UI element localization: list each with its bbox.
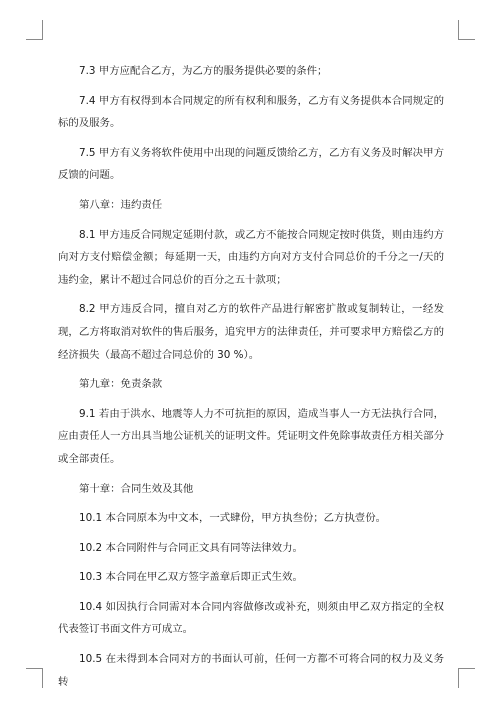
clause-7-3: 7.3 甲方应配合乙方，为乙方的服务提供必要的条件； (79, 65, 328, 77)
clause-10-4: 10.4 如因执行合同需对本合同内容做修改或补充，则须由甲乙双方指定的全权代表签订书面文件方可成立。 (58, 600, 444, 636)
chapter-8-heading: 第八章：违约责任 (79, 198, 163, 211)
crop-mark-top-left (26, 20, 44, 40)
clause-8-1: 8.1 甲方违反合同规定延期付款，或乙方不能按合同规定按时供货，则由违约方向对方支付赔偿金额；每延期一天，由违约方向对方支付合同总价的千分之一/天的违约金，累计不超过合同总价的百分之五十款项； (58, 228, 444, 286)
clause-10-3: 10.3 本合同在甲乙双方签字盖章后即正式生效。 (79, 571, 303, 584)
clause-10-2: 10.2 本合同附件与合同正文具有同等法律效力。 (79, 541, 303, 554)
clause-9-1: 9.1 若由于洪水、地震等人力不可抗拒的原因，造成当事人一方无法执行合同，应由责任人一方出具当地公证机关的证明文件。凭证明文件免除事故责任方相关部分或全部责任。 (58, 407, 444, 465)
clause-8-2: 8.2 甲方违反合同，擅自对乙方的软件产品进行解密扩散或复制转让，一经发现，乙方将取消对软件的售后服务，追究甲方的法律责任，并可要求甲方赔偿乙方的经济损失（最高不超过合同总价的 30 %）。 (58, 303, 444, 361)
chapter-10-heading: 第十章：合同生效及其他 (79, 482, 194, 495)
clause-10-1: 10.1 本合同原本为中文本，一式肆份，甲方执叁份；乙方执壹份。 (79, 512, 386, 525)
chapter-9-heading: 第九章：免责条款 (79, 378, 163, 391)
document-body (58, 60, 444, 700)
crop-mark-bottom-left (26, 668, 44, 688)
crop-mark-top-right (458, 20, 476, 40)
crop-mark-bottom-right (458, 668, 476, 688)
clause-10-5: 10.5 在未得到本合同对方的书面认可前，任何一方都不可将合同的权力及义务转 (58, 653, 444, 688)
clause-7-4: 7.4 甲方有权得到本合同规定的所有权利和服务，乙方有义务提供本合同规定的标的及服务。 (58, 94, 444, 130)
clause-7-5: 7.5 甲方有义务将软件使用中出现的问题反馈给乙方，乙方有义务及时解决甲方反馈的问题。 (58, 146, 444, 182)
